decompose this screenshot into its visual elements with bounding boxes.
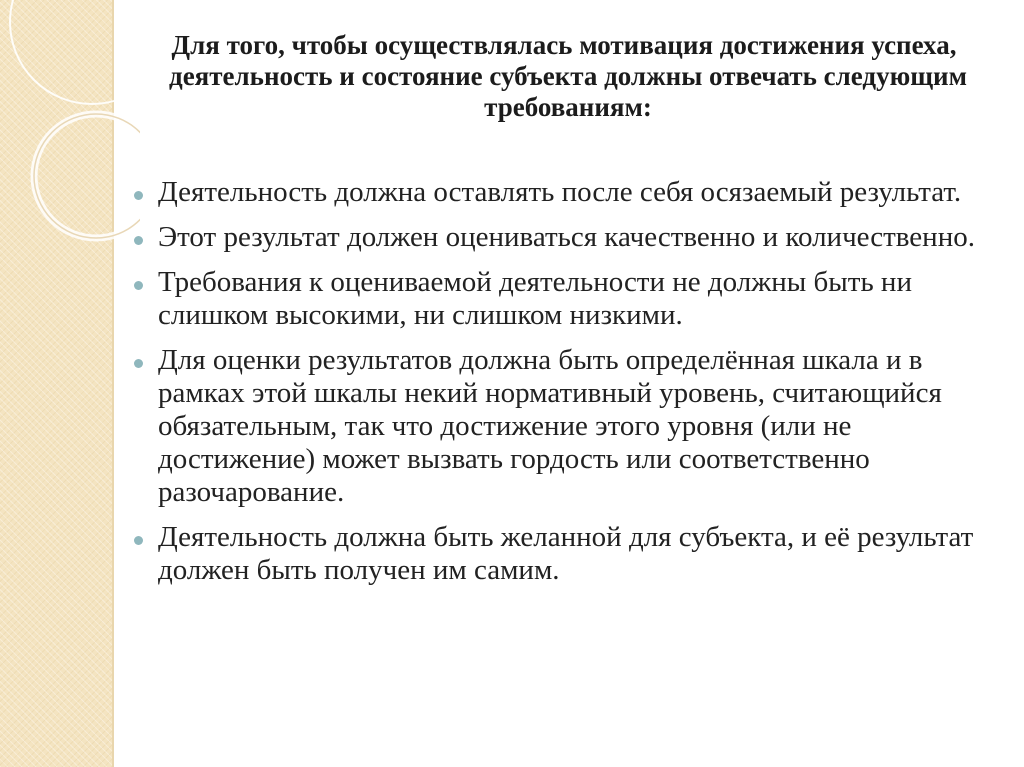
bullet-dot-icon bbox=[134, 536, 143, 545]
slide-title: Для того, чтобы осуществлялась мотивация достижения успеха, деятельность и состояние субъекта должны отвечать следующим требованиям: bbox=[169, 30, 967, 122]
bullet-list bbox=[132, 176, 992, 599]
decorative-circles-icon bbox=[0, 0, 140, 260]
bullet-item bbox=[132, 521, 992, 587]
bullet-text: Деятельность должна оставлять после себя осязаемый результат. bbox=[158, 176, 962, 208]
bullet-item bbox=[132, 176, 992, 209]
bullet-dot-icon bbox=[134, 236, 143, 245]
bullet-dot-icon bbox=[134, 191, 143, 200]
bullet-item bbox=[132, 221, 992, 254]
bullet-item bbox=[132, 344, 992, 509]
bullet-dot-icon bbox=[134, 281, 143, 290]
bullet-item bbox=[132, 266, 992, 332]
bullet-dot-icon bbox=[134, 359, 143, 368]
bullet-text: Этот результат должен оцениваться качественно и количественно. bbox=[158, 221, 975, 253]
bullet-text: Требования к оцениваемой деятельности не должны быть ни слишком высокими, ни слишком низкими. bbox=[158, 266, 912, 331]
bullet-text: Для оценки результатов должна быть определённая шкала и в рамках этой шкалы некий нормативный уровень, считающийся обязательным, так что достижение этого уровня (или не достижение) может вызвать гордость или соответственно разочарование. bbox=[158, 344, 942, 508]
bullet-text: Деятельность должна быть желанной для субъекта, и её результат должен быть получен им самим. bbox=[158, 521, 974, 586]
